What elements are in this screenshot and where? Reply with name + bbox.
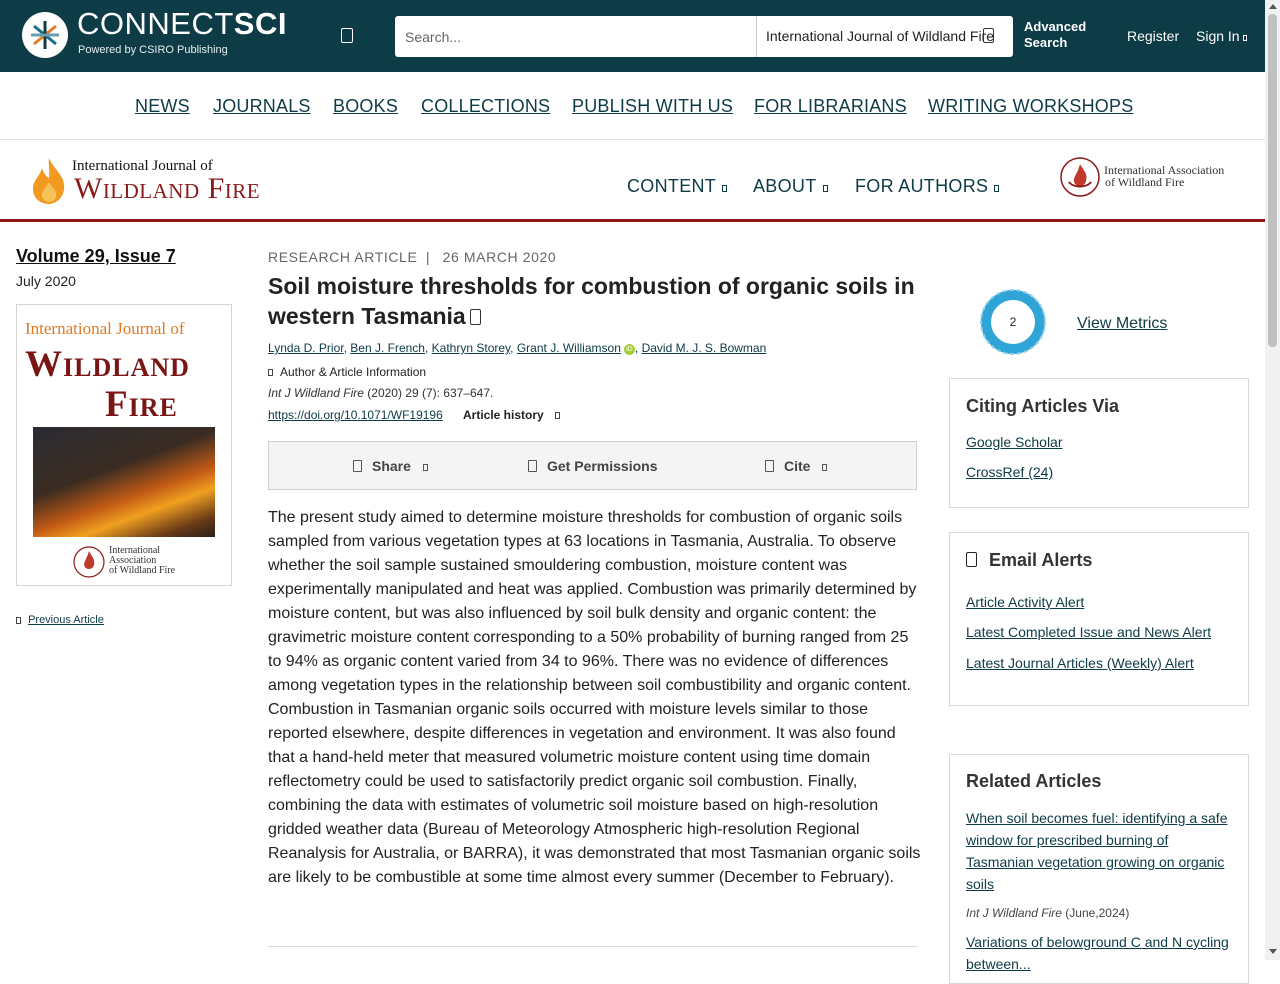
cover-association-line1: International <box>109 545 161 556</box>
crossref-link[interactable]: CrossRef (24) <box>966 464 1054 480</box>
search-scope-select[interactable]: International Journal of Wildland Fire <box>766 28 995 44</box>
email-alerts-panel <box>949 532 1249 706</box>
cover-photo <box>33 427 215 537</box>
article-history-label: Article history <box>463 408 544 422</box>
connectsci-logo[interactable] <box>22 12 68 58</box>
doi-link[interactable]: https://doi.org/10.1071/WF19196 <box>268 408 443 422</box>
chevron-down-icon <box>823 185 828 192</box>
nav-news[interactable]: NEWS <box>135 96 190 116</box>
altmetric-score: 2 <box>1009 315 1017 329</box>
cite-button[interactable] <box>765 458 827 474</box>
view-metrics-link[interactable]: View Metrics <box>1077 315 1168 332</box>
brand-sci: SCI <box>233 6 287 41</box>
related-article-link[interactable]: When soil becomes fuel: identifying a safe window for prescribed burning of Tasmanian vegetation growing on organic soils <box>966 810 1228 892</box>
section-divider <box>268 946 917 947</box>
issue-link[interactable]: Volume 29, Issue 7 <box>16 246 176 266</box>
cover-title-line3: Fire <box>105 384 178 425</box>
journal-nav-about[interactable] <box>753 176 828 197</box>
email-alerts-title <box>966 550 1092 571</box>
chevron-down-icon <box>555 412 560 419</box>
scrollbar-thumb[interactable] <box>1268 14 1277 347</box>
chevron-down-icon <box>1243 35 1247 41</box>
weekly-articles-alert-link[interactable]: Latest Journal Articles (Weekly) Alert <box>966 655 1194 671</box>
author-separator: , <box>424 341 429 355</box>
menu-icon[interactable] <box>341 28 353 43</box>
cover-association <box>109 546 175 576</box>
bell-icon <box>966 552 977 567</box>
iawf-name-line2: of Wildland Fire <box>1105 175 1185 189</box>
cover-association-line2: Association <box>109 555 157 566</box>
related-article-journal: Int J Wildland Fire <box>966 906 1062 920</box>
cover-association-line3: of Wildland Fire <box>109 565 176 576</box>
search-divider <box>756 16 757 57</box>
author-info-label: Author & Article Information <box>280 365 427 379</box>
meta-separator: | <box>425 249 431 265</box>
chevron-down-icon <box>268 369 273 376</box>
article-date: 26 MARCH 2020 <box>442 249 557 265</box>
journal-name-line1[interactable]: International Journal of <box>72 158 213 174</box>
citation-journal: Int J Wildland Fire <box>268 386 364 400</box>
share-button[interactable] <box>353 458 428 474</box>
citing-articles-panel <box>949 378 1249 508</box>
powered-by-text: Powered by CSIRO Publishing <box>78 44 228 56</box>
share-label: Share <box>372 458 411 474</box>
iawf-name-line1: International Association <box>1104 163 1225 177</box>
search-input[interactable] <box>395 16 757 57</box>
related-article-link[interactable]: Variations of belowground C and N cycling between... <box>966 934 1229 972</box>
sign-in-link[interactable] <box>1196 28 1247 44</box>
issue-date: July 2020 <box>16 273 76 289</box>
author-link[interactable]: Grant J. Williamson <box>516 341 621 355</box>
article-title <box>268 271 923 331</box>
chevron-down-icon <box>722 185 727 192</box>
abstract-text: The present study aimed to determine moisture thresholds for combustion of organic soils sampled from various vegetation types at 63 locations in Tasmania, Australia. To observe whether the soil sample sustained smouldering combustion, moisture content was experimentally manipulated and heat was applied. Combustion was primarily determined by moisture content, but was also influenced by soil bulk density and organic content: the gravimetric moisture content corresponding to a 50% probability of burning ranged from 25 to 94% as organic content varied from 34 to 96%. There was no evidence of differences among vegetation types in the relationship between soil combustibility and organic content. Combustion in Tasmanian organic soils occurred with moisture levels similar to those reported elsewhere, despite differences in vegetation and environment. It was also found that a hand-held meter that measured volumetric moisture content using time domain reflectometry could be used to satisfactorily predict organic soil combustion. Finally, combining the data with estimates of volumetric soil moisture based on high-resolution gridded weather data (Bureau of Meteorology Atmospheric high-resolution Regional Reanalysis for Australia, or BARRA), it was demonstrated that most Tasmanian organic soils are likely to be combustible at some time almost every summer (December to February). <box>268 509 921 886</box>
search-icon[interactable] <box>983 28 994 43</box>
chevron-left-icon <box>16 617 21 624</box>
author-list <box>268 341 766 355</box>
nav-for-librarians[interactable]: FOR LIBRARIANS <box>754 96 907 116</box>
brand-connect: CONNECT <box>77 6 234 41</box>
chevron-down-icon <box>822 464 827 471</box>
article-type: RESEARCH ARTICLE <box>268 249 418 265</box>
cite-label: Cite <box>784 458 811 474</box>
citation-line <box>268 386 493 400</box>
author-separator: , <box>343 341 347 355</box>
author-info-toggle[interactable] <box>268 365 426 379</box>
article-activity-alert-link[interactable]: Article Activity Alert <box>966 594 1085 610</box>
top-bar <box>0 0 1265 72</box>
author-link[interactable]: Kathryn Storey <box>431 341 511 355</box>
nav-books[interactable]: BOOKS <box>333 96 399 116</box>
chevron-down-icon <box>994 185 999 192</box>
journal-name-line2[interactable]: Wildland Fire <box>74 172 261 205</box>
article-title-text: Soil moisture thresholds for combustion of organic soils in western Tasmania <box>268 273 915 329</box>
citation-details: (2020) 29 (7): 637–647. <box>363 386 494 400</box>
journal-nav-content[interactable] <box>627 176 727 197</box>
journal-nav-about-label: ABOUT <box>753 176 817 196</box>
author-link[interactable]: David M. J. S. Bowman <box>641 341 767 355</box>
flame-logo-icon[interactable] <box>30 156 68 206</box>
get-permissions-button[interactable] <box>528 458 658 474</box>
scroll-up-arrow-icon[interactable] <box>1269 4 1277 9</box>
altmetric-donut-icon[interactable] <box>979 288 1047 356</box>
main-nav <box>0 72 1265 140</box>
email-alerts-label: Email Alerts <box>989 550 1093 570</box>
cover-title-line1: International Journal of <box>25 319 185 338</box>
quote-icon <box>765 460 774 472</box>
journal-nav-for-authors[interactable] <box>855 176 999 197</box>
chevron-down-icon <box>423 464 428 471</box>
nav-collections[interactable]: COLLECTIONS <box>421 96 551 116</box>
orcid-icon[interactable]: iD <box>624 344 635 355</box>
journal-header <box>0 140 1265 222</box>
article-toolbar <box>268 441 917 490</box>
nav-writing-workshops[interactable]: WRITING WORKSHOPS <box>928 96 1134 116</box>
journal-nav-for-authors-label: FOR AUTHORS <box>855 176 989 196</box>
scroll-down-arrow-icon[interactable] <box>1269 949 1277 954</box>
related-article-date: (June,2024) <box>1061 906 1130 920</box>
related-articles-title: Related Articles <box>966 771 1102 791</box>
permissions-icon <box>528 460 537 472</box>
search-box <box>395 16 1013 57</box>
author-link[interactable]: Ben J. French <box>350 341 425 355</box>
citing-articles-title: Citing Articles Via <box>966 396 1120 416</box>
permissions-label: Get Permissions <box>547 458 658 474</box>
connectsci-logo-icon <box>22 12 68 58</box>
open-access-icon <box>470 309 481 325</box>
author-separator: , <box>510 341 514 355</box>
nav-journals[interactable]: JOURNALS <box>213 96 311 116</box>
related-articles-panel <box>949 754 1249 984</box>
sign-in-label: Sign In <box>1196 28 1240 44</box>
register-link[interactable]: Register <box>1127 28 1180 44</box>
cover-title-line2: Wildland <box>25 344 190 385</box>
share-icon <box>353 460 362 472</box>
connectsci-wordmark[interactable] <box>77 7 287 41</box>
page-scrollbar[interactable] <box>1265 0 1280 960</box>
iawf-seal-icon[interactable] <box>1059 156 1101 198</box>
latest-issue-alert-link[interactable]: Latest Completed Issue and News Alert <box>966 624 1212 640</box>
nav-publish-with-us[interactable]: PUBLISH WITH US <box>572 96 734 116</box>
previous-article-link[interactable]: Previous Article <box>28 614 104 626</box>
article-history-toggle[interactable] <box>463 408 560 422</box>
previous-article <box>16 614 104 626</box>
doi-row <box>268 408 443 422</box>
author-link[interactable]: Lynda D. Prior <box>268 341 344 355</box>
article-meta <box>268 249 556 265</box>
cover-seal-icon <box>72 545 106 579</box>
journal-nav-content-label: CONTENT <box>627 176 717 196</box>
journal-cover[interactable] <box>16 304 232 586</box>
iawf-name[interactable] <box>1104 164 1224 188</box>
author-separator: , <box>634 341 639 355</box>
google-scholar-link[interactable]: Google Scholar <box>966 434 1063 450</box>
related-article-source <box>966 906 1129 920</box>
advanced-search-link[interactable]: Advanced Search <box>1024 19 1087 50</box>
